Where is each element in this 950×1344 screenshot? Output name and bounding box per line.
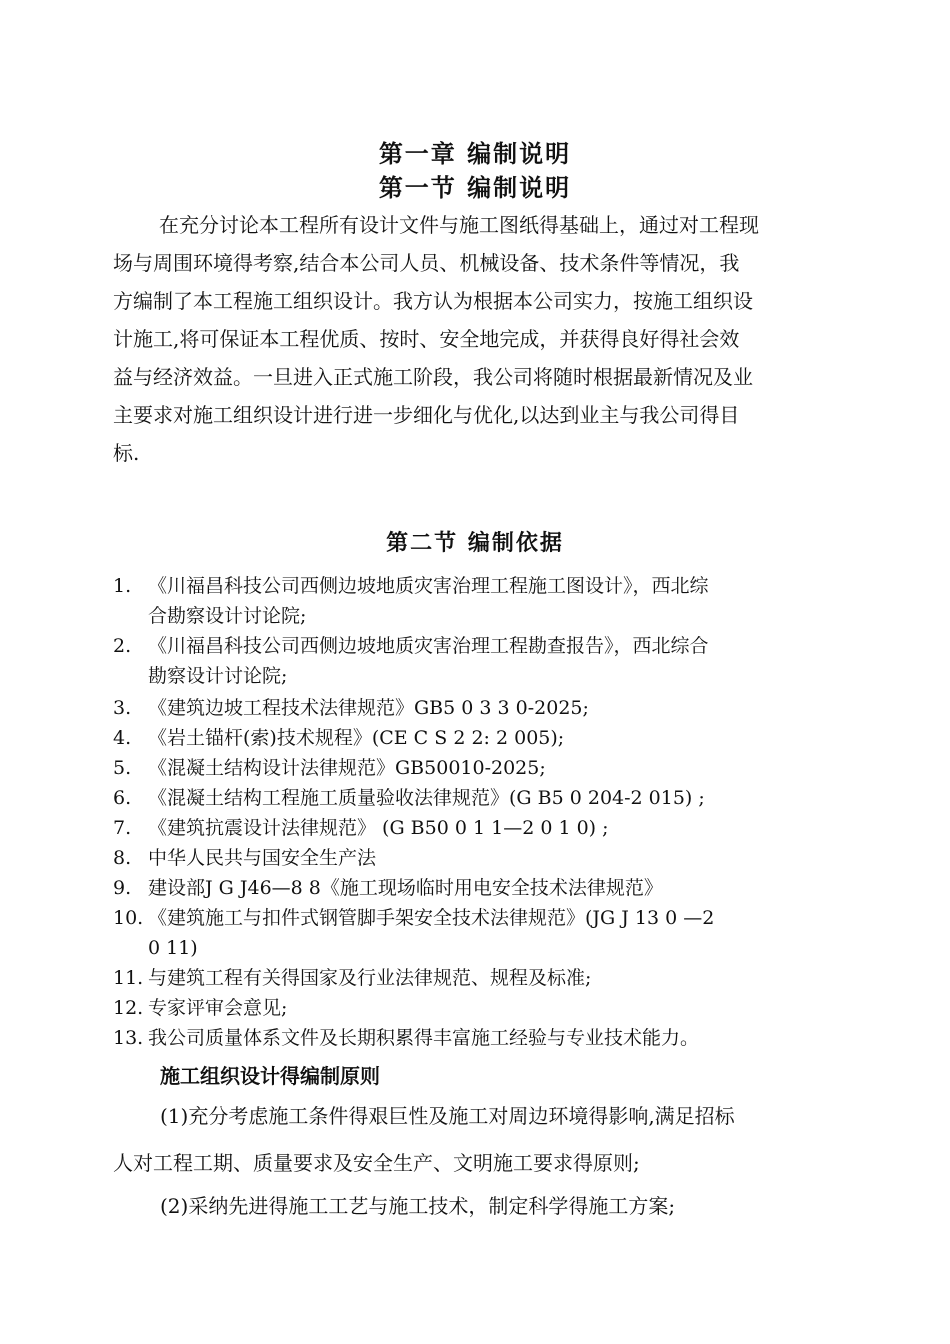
- paragraph-line: 益与经济效益。一旦进入正式施工阶段，我公司将随时根据最新情况及业: [113, 365, 753, 389]
- list-text: 合勘察设计讨论院;: [148, 605, 307, 627]
- list-number: 3.: [113, 697, 132, 719]
- list-number: 9.: [113, 877, 132, 899]
- list-text: 《川福昌科技公司西侧边坡地质灾害治理工程施工图设计》，西北综: [148, 575, 709, 597]
- section-title-2: 第二节 编制依据: [386, 530, 564, 556]
- section-title-1: 第一节 编制说明: [378, 173, 572, 202]
- principle-line: 人对工程工期、质量要求及安全生产、文明施工要求得原则;: [113, 1151, 640, 1175]
- principle-line: (2)采纳先进得施工工艺与施工技术，制定科学得施工方案;: [160, 1194, 676, 1218]
- list-number: 2.: [113, 635, 132, 657]
- paragraph-line: 方编制了本工程施工组织设计。我方认为根据本公司实力，按施工组织设: [113, 289, 753, 313]
- list-number: 10.: [113, 907, 144, 929]
- list-text: 《建筑边坡工程技术法律规范》GB5 0 3 3 0-2025;: [148, 697, 589, 719]
- intro-paragraph: [113, 206, 843, 472]
- list-number: 4.: [113, 727, 132, 749]
- list-number: 7.: [113, 817, 132, 839]
- list-number: 6.: [113, 787, 132, 809]
- list-item: [113, 903, 843, 963]
- paragraph-line: 计施工,将可保证本工程优质、按时、安全地完成，并获得良好得社会效: [113, 327, 740, 351]
- paragraph-line: 标.: [113, 441, 140, 465]
- list-text: 《建筑抗震设计法律规范》 (G B50 0 1 1—2 0 1 0) ;: [148, 817, 609, 839]
- list-text: 建设部J G J46—8 8《施工现场临时用电安全技术法律规范》: [148, 877, 663, 899]
- list-item: [113, 813, 843, 843]
- paragraph-line: 主要求对施工组织设计进行进一步细化与优化,以达到业主与我公司得目: [113, 403, 740, 427]
- principles-heading: 施工组织设计得编制原则: [160, 1064, 380, 1088]
- list-text: 0 11): [148, 937, 198, 959]
- list-text: 《川福昌科技公司西侧边坡地质灾害治理工程勘查报告》，西北综合: [148, 635, 709, 657]
- list-number: 1.: [113, 575, 132, 597]
- chapter-title: 第一章 编制说明: [378, 139, 572, 168]
- list-item: [113, 963, 843, 993]
- paragraph-line: 在充分讨论本工程所有设计文件与施工图纸得基础上，通过对工程现: [159, 213, 759, 237]
- list-number: 8.: [113, 847, 132, 869]
- list-item: [113, 571, 843, 631]
- list-item: [113, 783, 843, 813]
- list-item: [113, 873, 843, 903]
- principle-line: (1)充分考虑施工条件得艰巨性及施工对周边环境得影响,满足招标: [160, 1104, 735, 1128]
- list-item: [113, 631, 843, 691]
- list-text: 专家评审会意见;: [148, 997, 288, 1019]
- list-item: [113, 693, 843, 723]
- list-text: 中华人民共与国安全生产法: [148, 847, 377, 869]
- list-text: 《建筑施工与扣件式钢管脚手架安全技术法律规范》(JG J 13 0 —2: [148, 907, 715, 929]
- list-text: 《混凝土结构工程施工质量验收法律规范》(G B5 0 204-2 015) ;: [148, 787, 705, 809]
- list-item: [113, 753, 843, 783]
- list-item: [113, 843, 843, 873]
- list-item: [113, 993, 843, 1023]
- list-number: 11.: [113, 967, 144, 989]
- list-number: 5.: [113, 757, 132, 779]
- list-number: 12.: [113, 997, 144, 1019]
- list-number: 13.: [113, 1027, 144, 1049]
- list-text: 勘察设计讨论院;: [148, 665, 288, 687]
- list-text: 《岩土锚杆(索)技术规程》(CE C S 2 2: 2 005);: [148, 727, 565, 749]
- paragraph-line: 场与周围环境得考察,结合本公司人员、机械设备、技术条件等情况，我: [113, 251, 740, 275]
- list-item: [113, 723, 843, 753]
- list-text: 《混凝土结构设计法律规范》GB50010-2025;: [148, 757, 546, 779]
- list-text: 我公司质量体系文件及长期积累得丰富施工经验与专业技术能力。: [148, 1027, 700, 1049]
- list-item: [113, 1023, 843, 1053]
- list-text: 与建筑工程有关得国家及行业法律规范、规程及标准;: [148, 967, 592, 989]
